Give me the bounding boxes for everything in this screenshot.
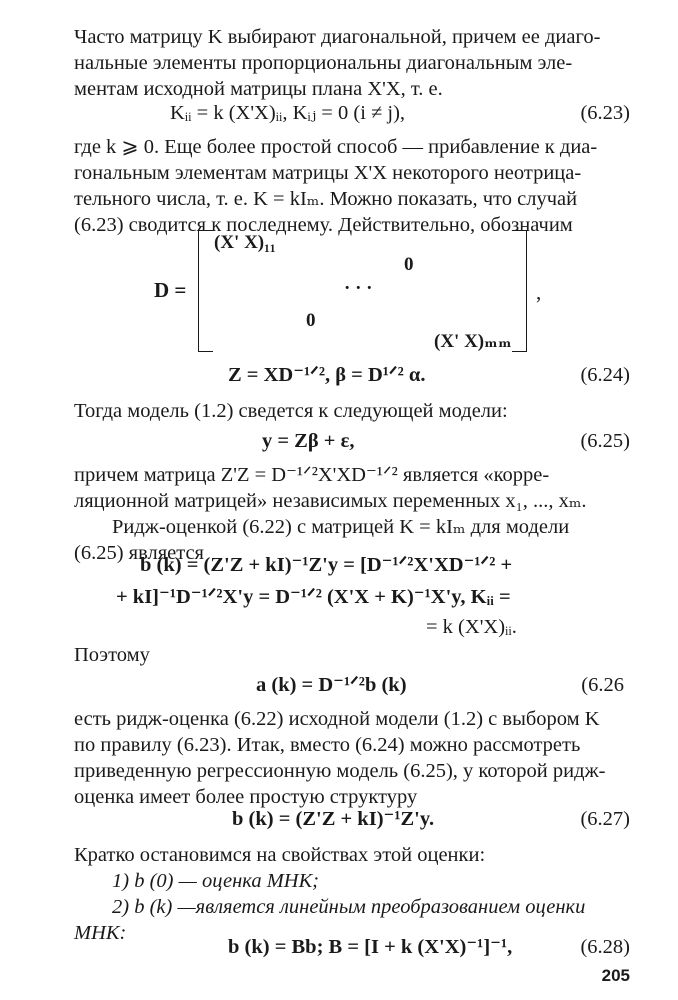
text-line: есть ридж-оценка (6.22) исходной модели (1.2) с выбором K	[74, 708, 600, 730]
equation-6-24: Z = XD⁻¹ᐟ², β = D¹ᐟ² α.	[228, 364, 426, 386]
equation-ridge-line3: = k (X'X)ᵢᵢ.	[426, 616, 517, 638]
text-line: (6.25) является	[74, 542, 204, 564]
text-line: где k ⩾ 0. Еще более простой способ — прибавление к диа-	[74, 136, 598, 158]
text-line: Поэтому	[74, 644, 150, 666]
right-bracket	[512, 230, 527, 352]
paragraph-correlation	[74, 462, 630, 514]
equation-number: (6.24)	[580, 364, 630, 386]
equation-number: (6.27)	[580, 808, 630, 830]
equation-number: (6.28)	[580, 936, 630, 958]
paragraph-therefore	[74, 642, 630, 668]
left-bracket	[198, 230, 213, 352]
text-line: нальные элементы пропорциональны диагональным эле-	[74, 52, 573, 74]
matrix-bottom-left: 0	[306, 310, 316, 331]
paragraph-properties	[74, 842, 630, 946]
matrix-d	[154, 226, 554, 356]
text-line: (6.23) сводится к последнему. Действительно, обозначим	[74, 214, 573, 236]
matrix-top-right: 0	[404, 254, 414, 275]
equation-number: (6.26	[581, 674, 624, 696]
text-line: тельного числа, т. е. K = kIₘ. Можно показать, что случай	[74, 188, 578, 210]
equation-6-28: b (k) = Bb; B = [I + k (X'X)⁻¹]⁻¹,	[228, 936, 513, 958]
text-line: Ридж-оценкой (6.22) с матрицей K = kIₘ для модели	[112, 516, 570, 538]
equation-ridge-line2: + kI]⁻¹D⁻¹ᐟ²X'y = D⁻¹ᐟ² (X'X + K)⁻¹X'y, Kᵢᵢ =	[116, 586, 511, 608]
equation-ridge-line1: b (k) = (Z'Z + kI)⁻¹Z'y = [D⁻¹ᐟ²X'XD⁻¹ᐟ² +	[140, 554, 513, 576]
equation-6-26: a (k) = D⁻¹ᐟ²b (k)	[256, 674, 407, 696]
equation-6-23: Kᵢᵢ = k (X'X)ᵢᵢ, Kᵢⱼ = 0 (i ≠ j),	[170, 102, 406, 124]
paragraph-diagonal	[74, 134, 630, 238]
text-line: приведенную регрессионную модель (6.25), у которой ридж-	[74, 760, 606, 782]
property-item-2: 2) b (k) —является линейным преобразованием оценки	[112, 896, 586, 918]
property-item-1: 1) b (0) — оценка МНК;	[112, 870, 320, 892]
text-line: по правилу (6.23). Итак, вместо (6.24) можно рассмотреть	[74, 734, 581, 756]
paragraph-model	[74, 398, 630, 424]
matrix-top-left: (X' X)₁₁	[214, 232, 276, 253]
paragraph-intro	[74, 24, 630, 102]
equation-number: (6.23)	[580, 102, 630, 124]
matrix-dots: · · ·	[344, 278, 373, 299]
text-line: Часто матрицу K выбирают диагональной, причем ее диаго-	[74, 26, 601, 48]
text-line: Тогда модель (1.2) сведется к следующей модели:	[74, 400, 508, 422]
paragraph-reduced-model	[74, 706, 630, 810]
equation-6-27: b (k) = (Z'Z + kI)⁻¹Z'y.	[232, 808, 435, 830]
text-line: оценка имеет более простую структуру	[74, 786, 418, 808]
text-line: гональным элементам матрицы X'X некоторого неотрица-	[74, 162, 582, 184]
matrix-label: D =	[154, 278, 187, 302]
text-line: ментам исходной матрицы плана X'X, т. е.	[74, 78, 443, 100]
text-line: Кратко остановимся на свойствах этой оценки:	[74, 844, 486, 866]
equation-number: (6.25)	[580, 430, 630, 452]
page-number: 205	[601, 966, 630, 985]
text-line: причем матрица Z'Z = D⁻¹ᐟ²X'XD⁻¹ᐟ² является «корре-	[74, 464, 550, 486]
text-line: ляционной матрицей» независимых переменных x₁, ..., xₘ.	[74, 490, 587, 512]
matrix-bottom-right: (X' X)ₘₘ	[434, 331, 512, 352]
equation-6-25: y = Zβ + ε,	[262, 430, 355, 452]
property-item-2-cont: МНК:	[74, 922, 127, 944]
matrix-comma: ,	[536, 280, 542, 304]
